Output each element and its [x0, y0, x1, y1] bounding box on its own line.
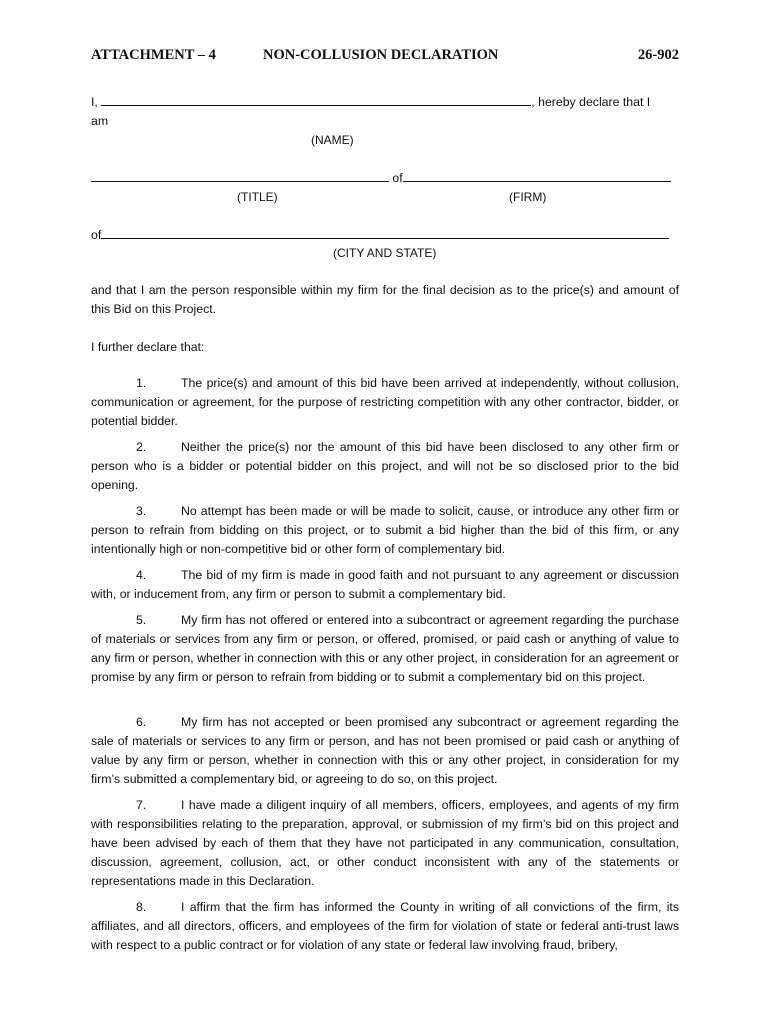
- city-state-row: [91, 226, 679, 245]
- form-number: 26-902: [637, 47, 679, 63]
- item-text: The price(s) and amount of this bid have been arrived at independently, without collusion, communication or agreement, for the purpose of restricting competition with any other contractor, bidder, or potential bidder.: [91, 376, 679, 428]
- name-caption: (NAME): [311, 133, 354, 147]
- declaration-item-8: [91, 898, 679, 955]
- item-text: The bid of my firm is made in good faith and not pursuant to any agreement or discussion with, or inducement from, any firm or person to submit a complementary bid.: [91, 568, 679, 601]
- item-number: 7.: [136, 798, 147, 812]
- title-caption: (TITLE): [237, 190, 278, 204]
- document-header: [91, 46, 679, 66]
- item-number: 6.: [136, 715, 147, 729]
- declaration-item-1: [91, 374, 679, 431]
- further-declare-line: I further declare that:: [91, 340, 205, 354]
- declaration-item-2: [91, 438, 679, 495]
- name-suffix: , hereby declare that I: [531, 95, 651, 109]
- item-text: I affirm that the firm has informed the County in writing of all convictions of the firm, its affiliates, and all directors, officers, and employees of the firm for violation of state or federal anti-trust laws with respect to a public contract or for violation of any state or federal law involving fraud, bribery,: [91, 900, 679, 952]
- item-text: My firm has not offered or entered into a subcontract or agreement regarding the purchase of materials or services from any firm or person, or offered, promised, or paid cash or anything of value to any firm or person, whether in connection with this or any other project, in consideration for an agreement or promise by any firm or person to refrain from bidding or to submit a complementary bid on this project.: [91, 613, 679, 684]
- city-state-blank[interactable]: [101, 226, 669, 239]
- title-blank[interactable]: [91, 169, 389, 182]
- name-prefix: I,: [91, 95, 98, 109]
- item-text: My firm has not accepted or been promised any subcontract or agreement regarding the sale of materials or services to any firm or person, and has not been promised or paid cash or anything of value by any firm or person, whether in connection with this or any other project, in consideration for my firm’s submitted a complementary bid, or agreeing to do so, on this project.: [91, 715, 679, 786]
- item-text: Neither the price(s) nor the amount of this bid have been disclosed to any other firm or person who is a bidder or potential bidder on this project, and will not be so disclosed prior to the bid opening.: [91, 440, 679, 492]
- declaration-item-7: [91, 796, 679, 891]
- firm-blank[interactable]: [403, 169, 671, 182]
- item-number: 8.: [136, 900, 147, 914]
- declaration-item-6: [91, 713, 679, 789]
- name-blank[interactable]: [101, 93, 531, 106]
- item-text: No attempt has been made or will be made to solicit, cause, or introduce any other firm or person to refrain from bidding on this project, or to submit a bid higher than the bid of this firm, or any intentionally high or non-competitive bid or other form of complementary bid.: [91, 504, 679, 556]
- title-firm-row: [91, 169, 679, 188]
- item-number: 1.: [136, 376, 147, 390]
- document-title: NON-COLLUSION DECLARATION: [263, 47, 499, 63]
- item-number: 2.: [136, 440, 147, 454]
- firm-caption: (FIRM): [509, 190, 547, 204]
- attachment-number: ATTACHMENT – 4: [91, 47, 216, 63]
- item-number: 4.: [136, 568, 147, 582]
- intro-paragraph: and that I am the person responsible within my firm for the final decision as to the price(s) and amount of this Bid on this Project.: [91, 283, 679, 316]
- name-line-continuation: am: [91, 114, 109, 128]
- name-line-row: [91, 93, 679, 112]
- item-number: 5.: [136, 613, 147, 627]
- declaration-item-3: [91, 502, 679, 559]
- declaration-item-4: [91, 566, 679, 604]
- of-label: of: [392, 171, 403, 185]
- declaration-item-5: [91, 611, 679, 687]
- item-text: I have made a diligent inquiry of all members, officers, employees, and agents of my firm with responsibilities relating to the preparation, approval, or submission of my firm’s bid on this project and have been advised by each of them that they have not participated in any communication, consultation, discussion, agreement, collusion, act, or other conduct inconsistent with any of the statements or representations made in this Declaration.: [91, 798, 679, 888]
- of-prefix: of: [91, 228, 102, 242]
- city-state-caption: (CITY AND STATE): [333, 246, 437, 260]
- item-number: 3.: [136, 504, 147, 518]
